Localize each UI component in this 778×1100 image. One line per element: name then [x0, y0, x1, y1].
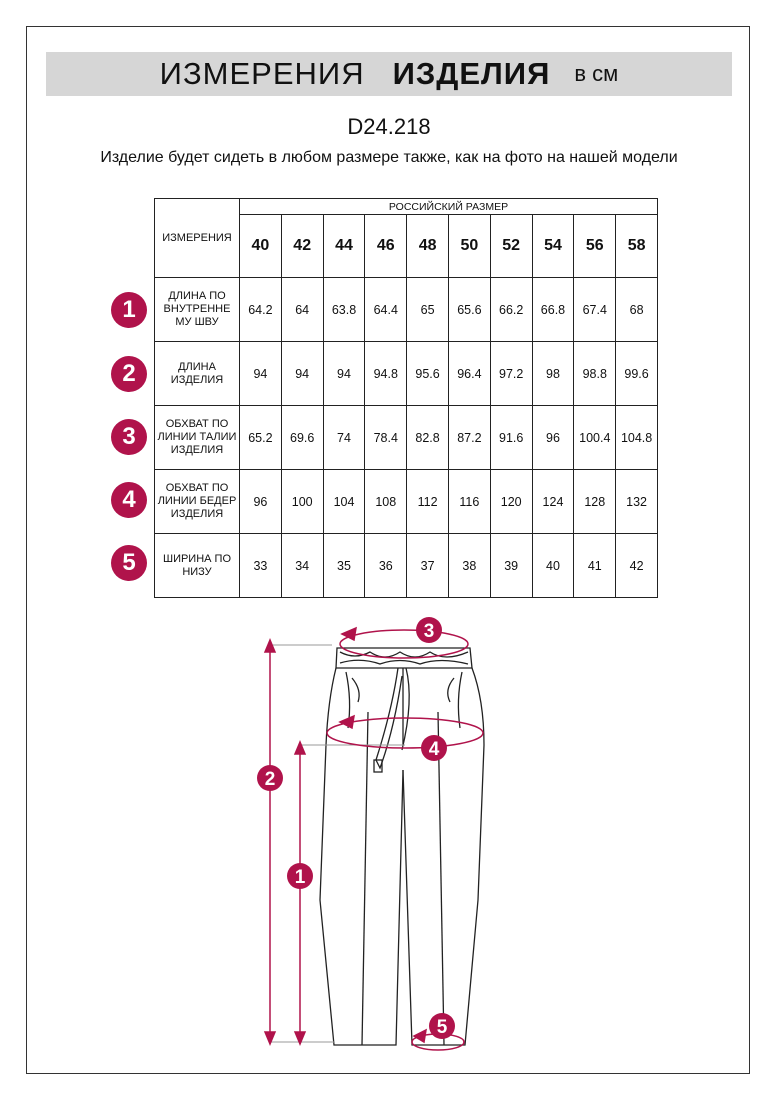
table-cell: 37 — [407, 534, 449, 598]
table-cell: 96.4 — [448, 342, 490, 406]
article-number: D24.218 — [347, 114, 431, 139]
table-cell: 66.2 — [490, 278, 532, 342]
table-cell: 74 — [323, 406, 365, 470]
table-row — [155, 534, 658, 598]
table-cell: 91.6 — [490, 406, 532, 470]
row-label: ОБХВАТ ПО ЛИНИИ ТАЛИИ ИЗДЕЛИЯ — [155, 406, 240, 470]
measure-lines — [265, 628, 483, 1050]
table-cell: 68 — [616, 278, 658, 342]
size-header: 50 — [448, 215, 490, 278]
table-cell: 65.6 — [448, 278, 490, 342]
row-label: ШИРИНА ПО НИЗУ — [155, 534, 240, 598]
pants-outline — [320, 648, 484, 1045]
table-cell: 97.2 — [490, 342, 532, 406]
table-cell: 65 — [407, 278, 449, 342]
table-cell: 132 — [616, 470, 658, 534]
size-header: 46 — [365, 215, 407, 278]
table-cell: 94 — [281, 342, 323, 406]
table-cell: 36 — [365, 534, 407, 598]
table-row — [155, 406, 658, 470]
table-cell: 33 — [240, 534, 282, 598]
size-table — [154, 198, 658, 598]
table-cell: 94 — [323, 342, 365, 406]
row-label: ДЛИНА ИЗДЕЛИЯ — [155, 342, 240, 406]
table-cell: 124 — [532, 470, 574, 534]
table-cell: 100 — [281, 470, 323, 534]
fit-note: Изделие будет сидеть в любом размере также, как на фото на нашей модели — [100, 149, 678, 166]
table-cell: 65.2 — [240, 406, 282, 470]
row-label: ДЛИНА ПО ВНУТРЕННЕ МУ ШВУ — [155, 278, 240, 342]
size-header: 52 — [490, 215, 532, 278]
diagram-marker-4 — [421, 735, 447, 761]
row-badge: 1 — [111, 292, 147, 328]
size-header: 42 — [281, 215, 323, 278]
table-cell: 64.4 — [365, 278, 407, 342]
row-badge: 2 — [111, 356, 147, 392]
table-cell: 112 — [407, 470, 449, 534]
svg-text:5: 5 — [436, 1017, 448, 1038]
title-part2: ИЗДЕЛИЯ — [392, 56, 551, 91]
corner-label: ИЗМЕРЕНИЯ — [155, 199, 240, 278]
svg-text:2: 2 — [264, 769, 276, 790]
table-cell: 67.4 — [574, 278, 616, 342]
table-cell: 120 — [490, 470, 532, 534]
title-unit: в см — [574, 61, 619, 86]
table-cell: 41 — [574, 534, 616, 598]
title-part1: ИЗМЕРЕНИЯ — [159, 56, 365, 91]
svg-text:3: 3 — [423, 621, 435, 642]
pants-diagram — [0, 600, 778, 1080]
size-header: 48 — [407, 215, 449, 278]
table-cell: 96 — [240, 470, 282, 534]
table-cell: 82.8 — [407, 406, 449, 470]
table-cell: 35 — [323, 534, 365, 598]
table-cell: 40 — [532, 534, 574, 598]
table-cell: 34 — [281, 534, 323, 598]
table-cell: 64 — [281, 278, 323, 342]
table-cell: 99.6 — [616, 342, 658, 406]
size-header: 40 — [240, 215, 282, 278]
size-header: 56 — [574, 215, 616, 278]
size-system-header: РОССИЙСКИЙ РАЗМЕР — [240, 199, 658, 215]
table-cell: 42 — [616, 534, 658, 598]
table-cell: 104.8 — [616, 406, 658, 470]
table-cell: 128 — [574, 470, 616, 534]
table-cell: 116 — [448, 470, 490, 534]
table-cell: 94.8 — [365, 342, 407, 406]
row-badge: 4 — [111, 482, 147, 518]
table-cell: 96 — [532, 406, 574, 470]
table-row — [155, 342, 658, 406]
table-cell: 66.8 — [532, 278, 574, 342]
size-header: 44 — [323, 215, 365, 278]
table-cell: 100.4 — [574, 406, 616, 470]
table-cell: 78.4 — [365, 406, 407, 470]
row-badge: 5 — [111, 545, 147, 581]
diagram-marker-2 — [257, 765, 283, 791]
size-header: 58 — [616, 215, 658, 278]
table-cell: 98.8 — [574, 342, 616, 406]
svg-text:4: 4 — [428, 739, 440, 760]
table-cell: 94 — [240, 342, 282, 406]
table-row — [155, 470, 658, 534]
table-cell: 108 — [365, 470, 407, 534]
table-cell: 95.6 — [407, 342, 449, 406]
diagram-marker-5 — [429, 1013, 455, 1039]
svg-text:1: 1 — [294, 867, 306, 888]
table-cell: 38 — [448, 534, 490, 598]
table-cell: 69.6 — [281, 406, 323, 470]
table-cell: 104 — [323, 470, 365, 534]
size-header: 54 — [532, 215, 574, 278]
diagram-marker-1 — [287, 863, 313, 889]
table-cell: 98 — [532, 342, 574, 406]
row-badge: 3 — [111, 419, 147, 455]
diagram-marker-3 — [416, 617, 442, 643]
row-label: ОБХВАТ ПО ЛИНИИ БЕДЕР ИЗДЕЛИЯ — [155, 470, 240, 534]
table-row — [155, 278, 658, 342]
table-cell: 64.2 — [240, 278, 282, 342]
table-cell: 87.2 — [448, 406, 490, 470]
title-banner — [46, 52, 732, 96]
table-cell: 63.8 — [323, 278, 365, 342]
table-cell: 39 — [490, 534, 532, 598]
